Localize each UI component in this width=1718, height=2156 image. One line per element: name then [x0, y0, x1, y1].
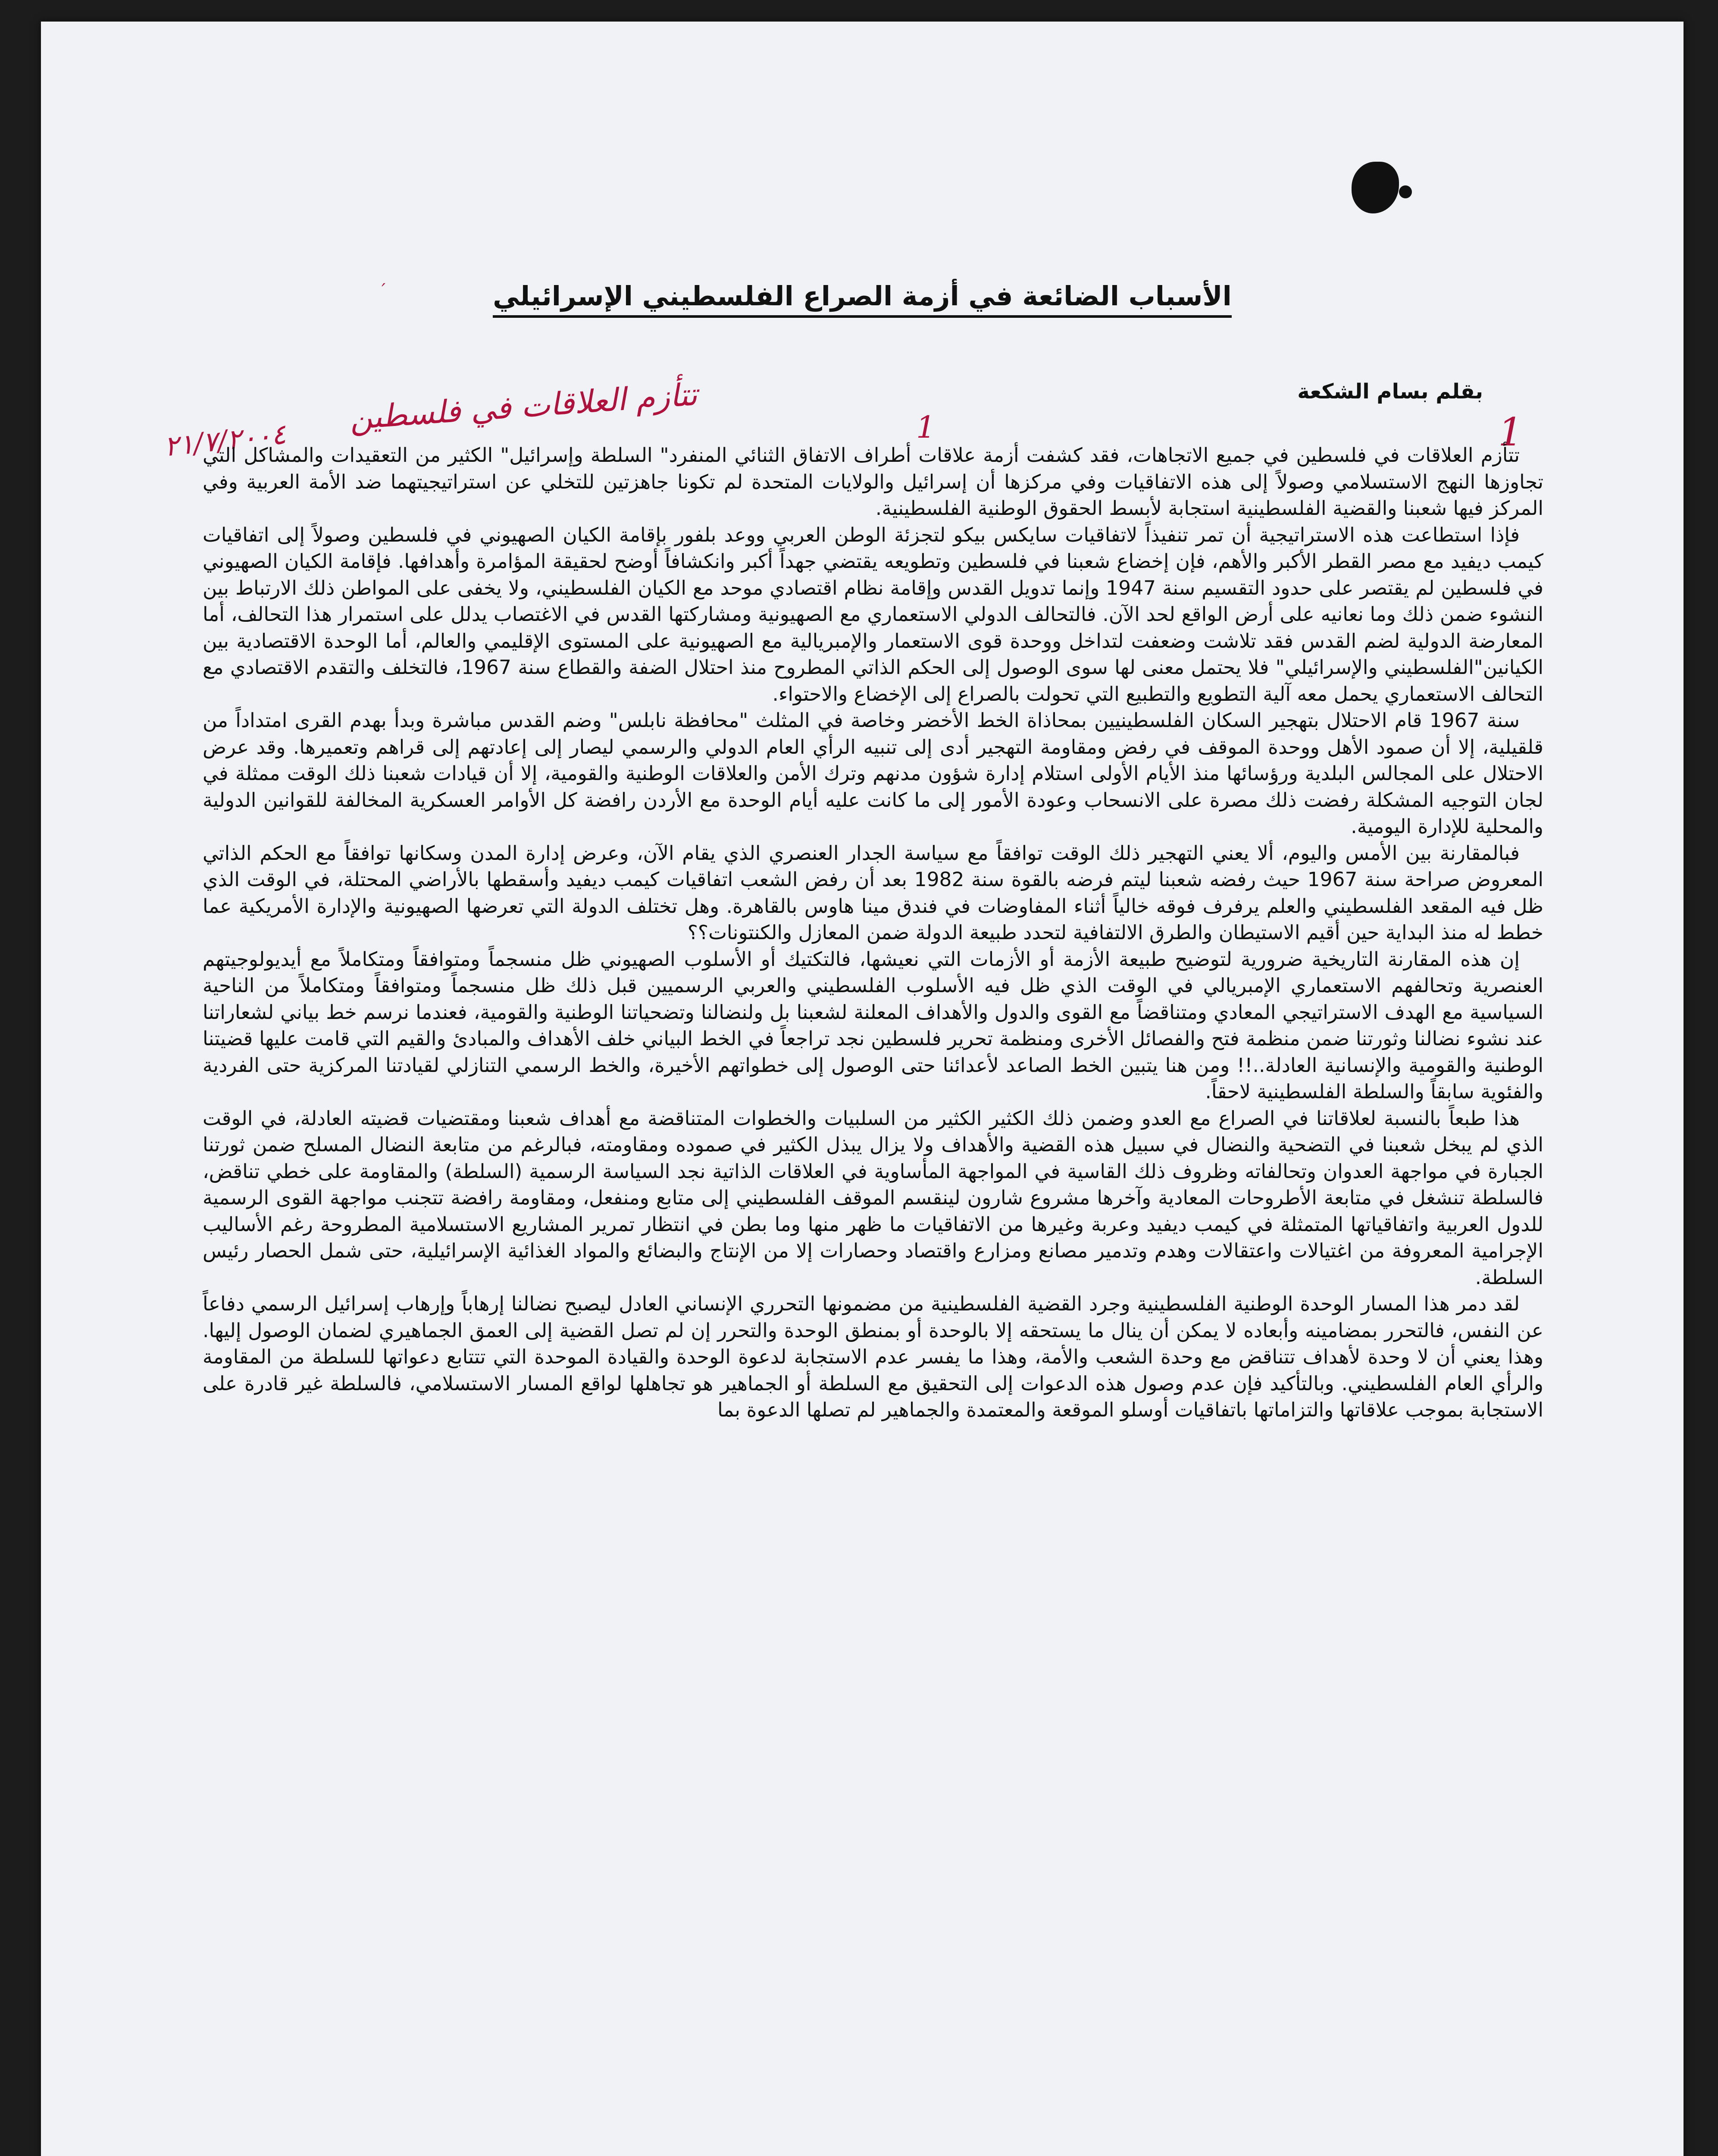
author-line: بقلم بسام الشكعة: [1297, 379, 1483, 404]
article-body: [203, 442, 1543, 1423]
handwritten-date: ٢١/٧/٢٠٠٤: [162, 418, 288, 463]
handwritten-mark-right: 1: [1498, 410, 1523, 455]
paragraph-4: فبالمقارنة بين الأمس واليوم، ألا يعني التهجير ذلك الوقت توافقاً مع سياسة الجدار العنصري الذي يقام الآن، وعرض إدارة المدن وسكانها توافقاً مع الحكم الذاتي المعروض صراحة سنة 1967 حيث رفضه شعبنا ليتم فرضه بالقوة سنة 1982 بعد أن رفض الشعب اتفاقيات كيمب ديفيد وأسقطها بالأراضي المحتلة، في الوقت الذي ظل فيه المقعد الفلسطيني والعلم يرفرف فوقه خالياً أثناء المفاوضات في فندق مينا هاوس بالقاهرة. وهل تختلف الدولة التي تعرضها الصهيونية والإدارة الأمريكية عما خطط له منذ البداية حين أقيم الاستيطان والطرق الالتفافية لتحدد طبيعة الدولة ضمن المعازل والكنتونات؟؟: [203, 841, 1544, 944]
handwritten-tick: ′: [382, 280, 386, 300]
paragraph-3: سنة 1967 قام الاحتلال بتهجير السكان الفلسطينيين بمحاذاة الخط الأخضر وخاصة في المثلث "محافظة نابلس" وضم القدس مباشرة وبدأ بهدم القرى امتداداً من قلقيلية، إلا أن صمود الأهل ووحدة الموقف في رفض ومقاومة التهجير أدى إلى تنبيه الرأي العام الدولي والرسمي ليصار إلى إعادتهم إلى قراهم وتعميرها. وقد عرض الاحتلال على المجالس البلدية ورؤسائها منذ الأيام الأولى استلام إدارة شؤون مدنهم وترك الأمن والعلاقات الوطنية والقومية، إلا أن قيادات شعبنا ذلك الوقت ممثلة في لجان التوجيه المشكلة رفضت ذلك مصرة على الانسحاب وعودة الأمور إلى ما كانت عليه أيام الوحدة مع الأردن رافضة كل الأوامر العسكرية المخالفة للقوانين الدولية والمحلية للإدارة اليومية.: [203, 709, 1543, 838]
paragraph-6: هذا طبعاً بالنسبة لعلاقاتنا في الصراع مع العدو وضمن ذلك الكثير الكثير من السلبيات والخطوات المتناقضة مع أهداف شعبنا ومقتضيات قضيته العادلة، في الوقت الذي لم يبخل شعبنا في التضحية والنضال في سبيل هذه القضية والأهداف ولا يزال يبذل الكثير في صموده ومقاومته، فبالرغم من متابعة النضال المسلح ضمن ثورتنا الجبارة في مواجهة العدوان وتحالفاته وظروف ذلك القاسية في المواجهة المأساوية في العلاقات الذاتية نجد السياسة الرسمية (السلطة) والمقاومة على خطي تناقض، فالسلطة تنشغل في متابعة الأطروحات المعادية وآخرها مشروع شارون لينقسم الموقف الفلسطيني إلى متابع ومنفعل، ومقاومة رافضة تتجنب مواجهة القوى الرسمية للدول العربية واتفاقياتها المتمثلة في كيمب ديفيد وعربة وغيرها من الاتفاقيات ما ظهر منها وما بطن في انتظار تمرير المشاريع الاستسلامية المطروحة رغم الأساليب الإجرامية المعروفة من اغتيالات واعتقالات وهدم وتدمير مصانع ومزارع واقتصاد وحصارات إلا من الإنتاج والبضائع والمواد الغذائية الإسرائيلية، حتى شمل الحصار رئيس السلطة.: [203, 1106, 1543, 1289]
punched-hole: [1352, 162, 1399, 213]
paragraph-5: إن هذه المقارنة التاريخية ضرورية لتوضيح طبيعة الأزمة أو الأزمات التي نعيشها، فالتكتيك أو الأسلوب الصهيوني ظل منسجماً ومتوافقاً ومتكاملاً مع أيديولوجيتهم العنصرية وتحالفهم الاستعماري الإمبريالي في الوقت الذي ظل فيه الأسلوب الفلسطيني والعربي الرسميين قبل ذلك ظل منسجماً ومتوافقاً ومتكاملاً من الناحية السياسية مع الهدف الاستراتيجي المعادي ومتناقضاً مع القوى والدول والأهداف المعلنة لشعبنا بل ولنضالنا وتضحياتنا الوطنية والقومية، فعندما نرسم خط بياني لشعاراتنا عند نشوء نضالنا وثورتنا ضمن منظمة فتح والفصائل الأخرى ومنظمة تحرير فلسطين نجد تراجعاً في الخط البياني خلف الأهداف والمبادئ والقيم التي قامت عليها قضيتنا الوطنية والقومية والإنسانية العادلة..!! ومن هنا يتبين الخط الصاعد لأعدائنا حتى الوصول إلى خطواتهم الأخيرة، والخط الرسمي التنازلي لقيادتنا المركزية حتى الفردية والفئوية سابقاً والسلطة الفلسطينية لاحقاً.: [203, 947, 1543, 1103]
document-title: الأسباب الضائعة في أزمة الصراع الفلسطيني الإسرائيلي: [41, 280, 1684, 312]
paragraph-1: تتأزم العلاقات في فلسطين في جميع الاتجاهات، فقد كشفت أزمة علاقات أطراف الاتفاق الثنائي المنفرد" السلطة وإسرائيل" الكثير من التعقيدات والمشاكل التي تجاوزها النهج الاستسلامي وصولاً إلى هذه الاتفاقيات وفي مركزها أن إسرائيل والولايات المتحدة لم تكونا جاهزتين للتخلي عن استراتيجيتهما ضد الأمة العربية وفي المركز فيها شعبنا والقضية الفلسطينية استجابة لأبسط الحقوق الوطنية الفلسطينية.: [203, 444, 1543, 520]
document-page: [41, 22, 1684, 2156]
paragraph-7: لقد دمر هذا المسار الوحدة الوطنية الفلسطينية وجرد القضية الفلسطينية من مضمونها التحرري الإنساني العادل ليصبح نضالنا إرهاباً وإرهاب إسرائيل الرسمي دفاعاً عن النفس، فالتحرر بمضامينه وأبعاده لا يمكن أن ينال ما يستحقه إلا بالوحدة أو بمنطق الوحدة والتحرر إن لم تصل القضية إلى العمق الجماهيري لضمان الوصول إليها. وهذا يعني أن لا وحدة لأهداف تتناقض مع وحدة الشعب والأمة، وهذا ما يفسر عدم الاستجابة لدعوة الوحدة والقيادة الموحدة التي تتتابع دعواتها للسلطة من المقاومة والرأي العام الفلسطيني. وبالتأكيد فإن عدم وصول هذه الدعوات إلى التحقيق مع السلطة أو الجماهير هو تجاهلها لواقع المسار الاستسلامي، فالسلطة غير قادرة على الاستجابة بموجب علاقاتها والتزاماتها باتفاقيات أوسلو الموقعة والمعتمدة والجماهير لم تصلها الدعوة بما: [203, 1292, 1543, 1421]
paragraph-2: فإذا استطاعت هذه الاستراتيجية أن تمر تنفيذاً لاتفاقيات سايكس بيكو لتجزئة الوطن العربي ووعد بلفور بإقامة الكيان الصهيوني في فلسطين وصولاً إلى اتفاقيات كيمب ديفيد مع مصر القطر الأكبر والأهم، فإن إخضاع شعبنا في فلسطين وتطويعه يقتضي جهداً أكبر وانكشافاً أوضح لحقيقة المؤامرة وأهدافها. فإقامة الكيان الصهيوني في فلسطين لم يقتصر على حدود التقسيم سنة 1947 وإنما تدويل القدس وإقامة نظام اقتصادي موحد مع الكيان الفلسطيني، ولا يخفى على المواطن ذلك الارتباط بين النشوء ضمن ذلك وما نعانيه على أرض الواقع لحد الآن. فالتحالف الدولي الاستعماري مع الصهيونية ومشاركتها القدس في الاغتصاب يدلل على استمرار هذا التحالف، أما المعارضة الدولية لضم القدس فقد تلاشت وضعفت لتداخل ووحدة قوى الاستعمار والإمبريالية مع الصهيونية على المستوى الإقليمي والعالم، أما الوحدة الاقتصادية بين الكيانين"الفلسطيني والإسرائيلي" فلا يحتمل معنى لها سوى الوصول إلى الحكم الذاتي المطروح منذ احتلال الضفة والقطاع سنة 1967، فالتخلف والتقدم الاقتصادي مع التحالف الاستعماري يحمل معه آلية التطويع والتطبيع التي تحولت بالصراع إلى الإخضاع والاحتواء.: [203, 523, 1543, 705]
handwritten-margin-note: تتأزم العلاقات في فلسطين: [348, 376, 698, 437]
punched-hole-fragment: [1399, 185, 1412, 198]
handwritten-mark-top: 1: [916, 410, 936, 445]
